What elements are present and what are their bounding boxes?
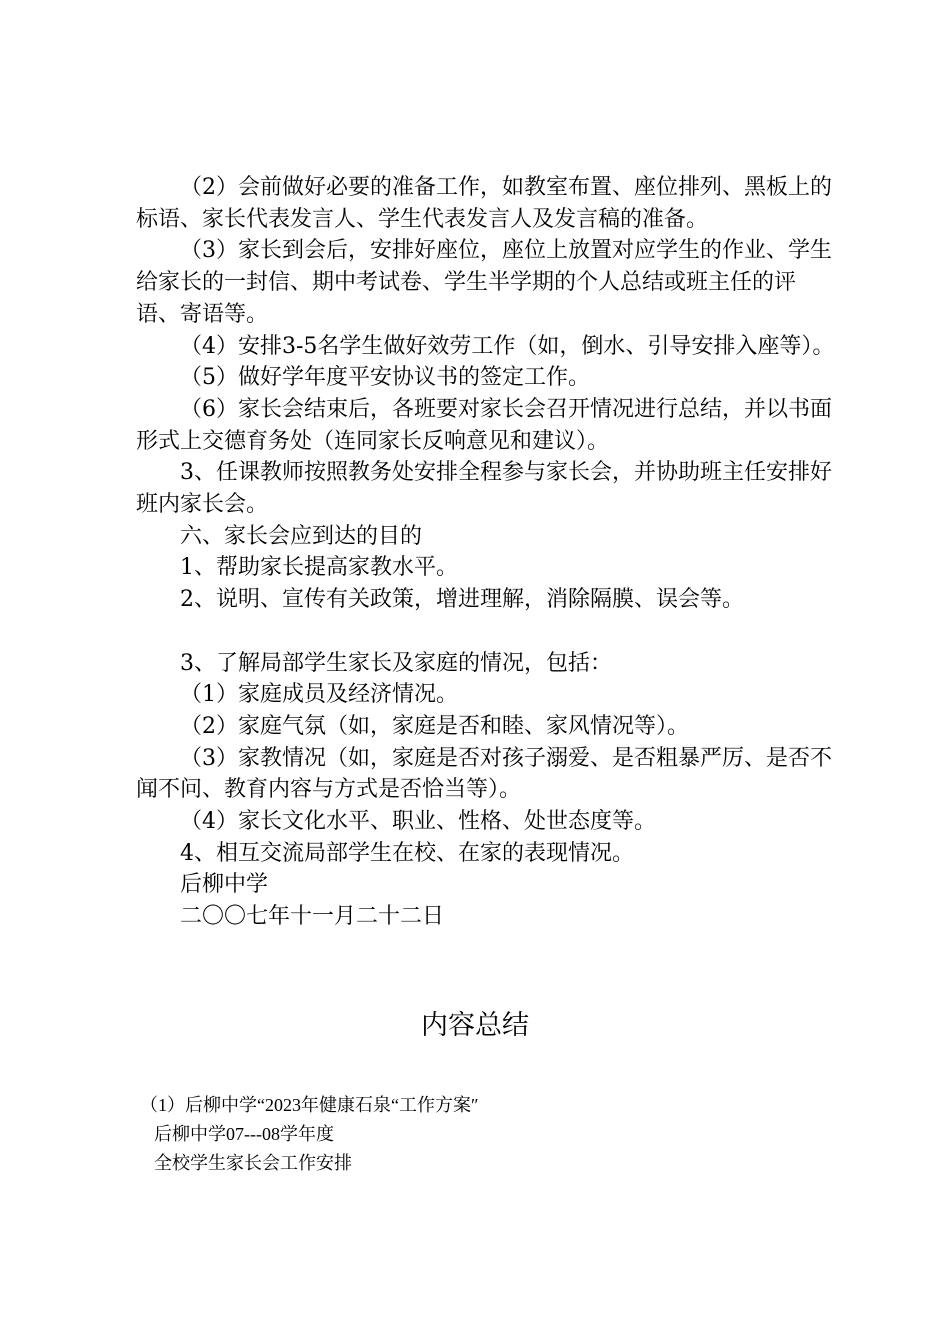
signature-school: 后柳中学: [180, 872, 269, 898]
paragraph-family-atmosphere: （2）家庭气氛（如，家庭是否和睦、家风情况等）。: [180, 713, 689, 739]
paragraph-prep-work: （2）会前做好必要的准备工作，如教室布置、座位排列、黑板上的标语、家长代表发言人、学生代表发言人及发言稿的准备。: [136, 175, 832, 232]
paragraph-goal-4: 4、相互交流局部学生在校、在家的表现情况。: [180, 840, 634, 866]
paragraph-safety-agreement: （5）做好学年度平安协议书的签定工作。: [180, 365, 590, 391]
paragraph-goal-1: 1、帮助家长提高家教水平。: [180, 555, 458, 581]
section-heading-goals: 六、家长会应到达的目的: [180, 523, 423, 549]
paragraph-meeting-summary: （6）家长会结束后，各班要对家长会召开情况进行总结，并以书面形式上交德育务处（连同家长反响意见和建议）。: [136, 396, 832, 454]
paragraph-teachers: 3、任课教师按照教务处安排全程参与家长会，并协助班主任安排好班内家长会。: [136, 460, 832, 518]
paragraph-goal-3: 3、了解局部学生家长及家庭的情况，包括：: [180, 650, 612, 676]
paragraph-seating: （3）家长到会后，安排好座位，座位上放置对应学生的作业、学生给家长的一封信、期中考试卷、学生半学期的个人总结或班主任的评语、寄语等。: [136, 238, 832, 327]
paragraph-family-education: （3）家教情况（如，家庭是否对孩子溺爱、是否粗暴严厉、是否不闻不问、教育内容与方式是否恰当等）。: [136, 745, 832, 803]
paragraph-family-members: （1）家庭成员及经济情况。: [180, 682, 458, 708]
summary-line-2: 后柳中学07---08学年度: [154, 1124, 334, 1144]
paragraph-goal-2: 2、说明、宣传有关政策，增进理解，消除隔膜、误会等。: [180, 587, 744, 613]
signature-date: 二〇〇七年十一月二十二日: [180, 904, 445, 930]
paragraph-spacer: [136, 616, 836, 648]
summary-line-3: 全校学生家长会工作安排: [154, 1153, 352, 1173]
summary-section: [140, 1091, 840, 1178]
summary-line-1: （1）后柳中学“2023年健康石泉“工作方案″: [140, 1095, 479, 1115]
paragraph-student-service: （4）安排3-5名学生做好效劳工作（如，倒水、引导安排入座等）。: [180, 333, 835, 359]
summary-title: 内容总结: [421, 1010, 529, 1041]
document-body: [136, 172, 836, 933]
paragraph-parent-background: （4）家长文化水平、职业、性格、处世态度等。: [180, 809, 656, 835]
